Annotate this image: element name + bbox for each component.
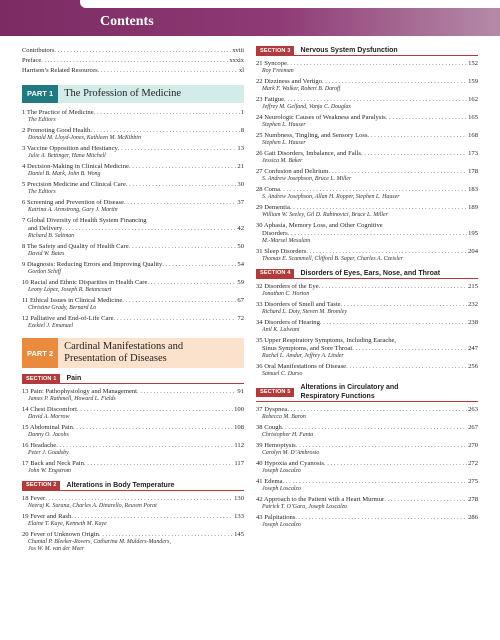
toc-entry[interactable] (22, 424, 244, 439)
page-number: 189 (468, 204, 478, 211)
chapter-authors: Rebecca M. Baron (262, 414, 306, 421)
leader-dots (287, 406, 467, 414)
page-number: 267 (468, 424, 478, 432)
leader-dots (324, 460, 467, 468)
chapter-authors: Leony López, Joseph R. Betancourt (28, 287, 112, 294)
chapter-title-line: 5 Precision Medicine and Clinical Care . . . 30 (22, 181, 244, 189)
chapter-authors: Stephen L. Hauser (262, 140, 306, 147)
page-number: 204 (468, 248, 478, 256)
chapter-title-line: 37 Dyspnea . . . 263 (256, 406, 478, 414)
page-number: 247 (468, 344, 478, 352)
front-matter-list (22, 46, 244, 77)
toc-entry[interactable] (256, 496, 478, 511)
toc-entry[interactable] (256, 150, 478, 165)
chapter-authors: Roy Freeman (262, 68, 294, 75)
leader-dots (99, 531, 233, 539)
leader-dots (124, 199, 236, 207)
leader-dots (94, 109, 240, 117)
chapter-title-line: 35 Upper Respiratory Symptoms, Including Earache, (256, 336, 397, 344)
chapter-title-line: 14 Chest Discomfort . . . 100 (22, 406, 244, 414)
toc-entry[interactable] (22, 261, 244, 276)
toc-entry[interactable] (256, 283, 478, 298)
leader-dots (295, 514, 467, 522)
leader-dots (280, 186, 467, 194)
chapter-authors: Christopher H. Fanta (262, 432, 314, 439)
part-title-line: Cardinal Manifestations and (64, 341, 184, 353)
chapter-authors: Christine Grady, Bernard Lo (28, 305, 97, 312)
leader-dots (384, 496, 467, 504)
section-title: Disorders of Eyes, Ears, Nose, and Throat (300, 269, 441, 277)
front-matter-item[interactable]: Harrison’s Related Resources . . . xl (22, 66, 244, 76)
page-number: 8 (240, 126, 244, 134)
page-number: 183 (468, 186, 478, 193)
chapter-title-line: 8 The Safety and Quality of Health Care . . . 50 (22, 243, 244, 251)
chapter-authors: William W. Seeley, Gil D. Rabinovici, Bruce L. Miller (262, 212, 388, 219)
section-4-header (256, 269, 478, 279)
chapter-authors: Richard L. Doty, Steven M. Bromley (262, 308, 347, 315)
toc-entry[interactable] (22, 315, 244, 330)
page-number: 165 (468, 114, 478, 121)
toc-entry[interactable] (22, 217, 244, 241)
chapter-authors: David W. Bates (28, 251, 65, 258)
page-number: 286 (468, 514, 478, 522)
chapter-title-line: 11 Ethical Issues in Clinical Medicine . . . 67 (22, 297, 244, 305)
chapter-title-line: 29 Dementia . . . 189 (256, 204, 478, 212)
chapter-title-line: 10 Racial and Ethnic Disparities in Health Care . . . 59 (22, 279, 244, 287)
toc-entry[interactable] (256, 186, 478, 201)
section-1-header (22, 374, 244, 384)
leader-dots (290, 204, 467, 212)
section-5-entries (256, 406, 478, 529)
page-number: 232 (468, 300, 478, 308)
part-2-header (22, 338, 244, 368)
chapter-title-line: 12 Palliative and End-of-Life Care . . . 72 (22, 315, 244, 323)
toc-entry[interactable] (256, 319, 478, 334)
chapter-authors: Rachel L. Amdur, Jeffrey A. Linder (262, 353, 344, 360)
part-1-entries (22, 109, 244, 331)
page-number: 173 (468, 150, 478, 157)
leader-dots (129, 243, 237, 251)
chapter-authors: Julie A. Bettinger, Hana Mitchell (28, 152, 106, 159)
leader-dots (73, 424, 233, 432)
page-number: 59 (237, 278, 244, 286)
section-title: Pain (66, 375, 82, 383)
chapter-title-line: 42 Approach to the Patient with a Heart Murmur . . . 278 (256, 496, 478, 504)
toc-entry[interactable] (22, 199, 244, 214)
chapter-authors: Peter J. Goadsby (28, 450, 69, 457)
leader-dots (45, 495, 233, 503)
chapter-title-line: 41 Edema . . . 275 (256, 478, 478, 486)
chapter-authors: Mark F. Walker, Robert B. Daroff (262, 86, 341, 93)
chapter-authors: James P. Rathmell, Howard L. Fields (28, 396, 116, 403)
toc-entry[interactable] (256, 514, 478, 529)
page-number: 117 (234, 460, 244, 468)
chapter-authors: David A. Morrow (28, 414, 70, 421)
chapter-title-line: 38 Cough . . . 267 (256, 424, 478, 432)
page-number: 72 (237, 314, 244, 322)
chapter-title-line: 33 Disorders of Smell and Taste . . . 232 (256, 301, 478, 309)
chapter-authors: Jeffrey M. Gelfand, Vanja C. Douglas (262, 104, 351, 111)
toc-entry[interactable] (22, 406, 244, 421)
page-number: 1 (240, 108, 244, 116)
chapter-authors: S. Andrew Josephson, Bruce L. Miller (262, 176, 352, 183)
leader-dots (283, 478, 468, 486)
chapter-title-line: 39 Hemoptysis . . . 270 (256, 442, 478, 450)
section-1-entries (22, 388, 244, 475)
chapter-title-line: 24 Neurologic Causes of Weakness and Paralysis . . . 165 (256, 114, 478, 122)
chapter-title-line: Disorders . . . 195 (256, 230, 478, 238)
front-matter-item[interactable]: Preface . . . xxxix (22, 56, 244, 66)
chapter-title-line: 36 Oral Manifestations of Disease . . . 256 (256, 363, 478, 371)
leader-dots (319, 283, 467, 291)
page-number: 54 (237, 260, 244, 268)
toc-entry[interactable] (256, 168, 478, 183)
leader-dots (322, 78, 467, 86)
page-number: 256 (468, 362, 478, 370)
page-number: 21 (237, 162, 244, 170)
toc-entry[interactable] (256, 301, 478, 316)
page-number: 178 (468, 168, 478, 175)
page-title: Contents (100, 14, 154, 29)
chapter-title-line: 26 Gait Disorders, Imbalance, and Falls . . . 173 (256, 150, 478, 158)
chapter-authors: Jonathan C. Horton (262, 290, 310, 297)
leader-dots (282, 424, 467, 432)
chapter-title-line: 2 Promoting Good Health . . . 8 (22, 127, 244, 135)
part-title-line: Presentation of Diseases (64, 353, 167, 365)
chapter-authors: Ezekiel J. Emanuel (28, 323, 73, 330)
leader-dots (328, 168, 467, 176)
toc-entry[interactable] (256, 96, 478, 111)
chapter-title-line: 7 Global Diversity of Health System Financing (22, 216, 147, 224)
chapter-authors: The Editors (28, 188, 56, 195)
toc-entry[interactable] (22, 388, 244, 403)
leader-dots (346, 363, 467, 371)
chapter-title-line: 34 Disorders of Hearing . . . 238 (256, 319, 478, 327)
section-label: SECTION 4 (256, 269, 294, 278)
chapter-authors: Gordon Schiff (28, 269, 61, 276)
page-number: 30 (237, 180, 244, 188)
page-number: 130 (234, 494, 244, 502)
toc-entry[interactable] (22, 513, 244, 528)
chapter-title-line: 32 Disorders of the Eye . . . 215 (256, 283, 478, 291)
leader-dots (341, 301, 468, 309)
chapter-title-line: 23 Fatigue . . . 162 (256, 96, 478, 104)
chapter-authors: Neeraj K. Surana, Charles A. Dinarello, Reuven Porat (28, 502, 157, 509)
section-3-entries (256, 60, 478, 264)
toc-entry[interactable] (22, 243, 244, 258)
toc-entry[interactable] (22, 127, 244, 142)
leader-dots (118, 145, 237, 153)
chapter-authors: Daniel B. Mark, John B. Wong (28, 170, 101, 177)
chapter-title-line: 1 The Practice of Medicine . . . 1 (22, 109, 244, 117)
toc-entry[interactable] (22, 279, 244, 294)
chapter-authors: Joseph Loscalzo (262, 486, 301, 493)
section-title-line: Alterations in Circulatory and (300, 384, 399, 392)
chapter-authors: Danny O. Jacobs (28, 432, 69, 439)
page-number: 13 (237, 144, 244, 152)
banner-notch (80, 0, 500, 8)
leader-dots (147, 279, 236, 287)
toc-entry[interactable] (22, 297, 244, 312)
page-number: 168 (468, 132, 478, 139)
part-title: The Profession of Medicine (58, 85, 244, 103)
toc-entry[interactable] (22, 531, 244, 554)
section-2-header (22, 481, 244, 491)
leader-dots (368, 132, 468, 140)
leader-dots (287, 60, 467, 68)
section-label: SECTION 2 (22, 481, 60, 490)
chapter-authors: Jos W. M. van der Meer (28, 546, 85, 553)
toc-entry[interactable] (22, 442, 244, 457)
leader-dots (90, 127, 239, 135)
toc-entry[interactable] (256, 222, 478, 246)
chapter-title-line: 27 Confusion and Delirium . . . 178 (256, 168, 478, 176)
page-number: 67 (237, 296, 244, 304)
chapter-title-line: 15 Abdominal Pain . . . 108 (22, 424, 244, 432)
leader-dots (162, 261, 236, 269)
chapter-authors: The Editors (28, 116, 56, 123)
chapter-title-line: 9 Diagnosis: Reducing Errors and Improving Quality . . . 54 (22, 261, 244, 269)
section-label: SECTION 3 (256, 46, 294, 55)
page-number: 162 (468, 96, 478, 103)
leader-dots (288, 230, 467, 238)
chapter-title-line: 43 Palpitations . . . 286 (256, 514, 478, 522)
leader-dots (84, 460, 233, 468)
chapter-title-line: 16 Headache . . . 112 (22, 442, 244, 450)
section-title: Alterations in Body Temperature (66, 481, 175, 489)
left-column (22, 46, 244, 556)
leader-dots (122, 297, 236, 305)
chapter-authors: S. Andrew Josephson, Allan H. Ropper, Stephen L. Hauser (262, 194, 400, 201)
chapter-title-line: 6 Screening and Prevention of Disease . . . 37 (22, 199, 244, 207)
leader-dots (320, 319, 467, 327)
page-number: 42 (237, 224, 244, 232)
page-number: 263 (468, 406, 478, 414)
toc-entry[interactable] (256, 204, 478, 219)
toc-entry[interactable] (256, 337, 478, 361)
chapter-title-line: 28 Coma . . . 183 (256, 186, 478, 194)
part-1-header (22, 85, 244, 103)
leader-dots (126, 181, 237, 189)
toc-entry[interactable] (22, 163, 244, 178)
page-number: 145 (234, 530, 244, 538)
part-label: PART 2 (22, 338, 58, 368)
chapter-authors: Joseph Loscalzo (262, 522, 301, 529)
section-5-header (256, 383, 478, 402)
toc-entry[interactable] (256, 248, 478, 263)
section-title: Nervous System Dysfunction (300, 47, 398, 54)
toc-entry[interactable] (256, 363, 478, 378)
front-matter-item[interactable]: Contributors . . . xviii (22, 46, 244, 56)
chapter-authors: Samuel C. Durso (262, 371, 303, 378)
page-number: 91 (237, 388, 244, 396)
chapter-authors: Joseph Loscalzo (262, 468, 301, 475)
toc-entry[interactable] (256, 478, 478, 493)
leader-dots (56, 442, 233, 450)
toc-entry[interactable] (256, 424, 478, 439)
section-title (294, 383, 398, 401)
section-2-entries (22, 495, 244, 554)
leader-dots (62, 225, 236, 233)
right-column (256, 46, 478, 532)
chapter-title-line: 21 Syncope . . . 152 (256, 60, 478, 68)
toc-entry[interactable] (22, 460, 244, 475)
chapter-title-line: 40 Hypoxia and Cyanosis . . . 272 (256, 460, 478, 468)
chapter-title-line: 25 Numbness, Tingling, and Sensory Loss . . . 168 (256, 132, 478, 140)
page-number: 100 (234, 406, 244, 414)
chapter-title-line: 4 Decision-Making in Clinical Medicine . . . 21 (22, 163, 244, 171)
chapter-title-line: 13 Pain: Pathophysiology and Management . . . 91 (22, 388, 244, 396)
page-number: 37 (237, 198, 244, 206)
chapter-title-line: 20 Fever of Unknown Origin . . . 145 (22, 531, 244, 539)
page-number: 133 (234, 512, 244, 520)
chapter-authors: Chantal P. Bleeker-Rovers, Catharina M. Mulders-Manders, (28, 538, 171, 545)
section-label: SECTION 1 (22, 374, 60, 383)
page-number: 152 (468, 60, 478, 67)
leader-dots (352, 345, 467, 353)
chapter-authors: John W. Engstrom (28, 468, 71, 475)
part-title (58, 338, 244, 368)
toc-entry[interactable] (256, 442, 478, 457)
page-number: 50 (237, 242, 244, 250)
contents-banner (0, 0, 500, 36)
page-number: 270 (468, 442, 478, 450)
chapter-authors: Carolyn M. D’Ambrosio (262, 450, 320, 457)
section-3-header (256, 46, 478, 56)
page-number: 159 (468, 78, 478, 85)
chapter-title-line: 3 Vaccine Opposition and Hesitancy . . . 13 (22, 145, 244, 153)
page-number: 108 (234, 424, 244, 432)
section-title-line: Respiratory Functions (300, 393, 375, 401)
part-label: PART 1 (22, 85, 58, 103)
chapter-title-line: 17 Back and Neck Pain . . . 117 (22, 460, 244, 468)
chapter-title-line: and Delivery . . . 42 (22, 225, 244, 233)
leader-dots (284, 96, 467, 104)
chapter-authors: Thomas E. Scammell, Clifford B. Saper, Charles A. Czeisler (262, 256, 403, 263)
chapter-title-line: 22 Dizziness and Vertigo . . . 159 (256, 78, 478, 86)
toc-entry[interactable] (256, 132, 478, 147)
leader-dots (71, 513, 233, 521)
section-label: SECTION 5 (256, 388, 294, 397)
page-number: 215 (468, 282, 478, 290)
chapter-authors: Stephen L. Hauser (262, 122, 306, 129)
page-number: 272 (468, 460, 478, 468)
page-number: 238 (468, 318, 478, 326)
toc-entry[interactable] (256, 60, 478, 75)
toc-entry[interactable] (22, 145, 244, 160)
chapter-authors: Jessica M. Baker (262, 158, 303, 165)
leader-dots (129, 163, 236, 171)
chapter-authors: Elaine T. Kaye, Kenneth M. Kaye (28, 520, 107, 527)
chapter-authors: Katrina A. Armstrong, Gary J. Martin (28, 206, 118, 213)
toc-entry[interactable] (256, 406, 478, 421)
chapter-title-line: 31 Sleep Disorders . . . 204 (256, 248, 478, 256)
toc-entry[interactable] (256, 78, 478, 93)
page-number: 195 (468, 230, 478, 238)
chapter-title-line: 30 Aphasia, Memory Loss, and Other Cognitive (256, 222, 383, 229)
leader-dots (137, 388, 236, 396)
section-4-entries (256, 283, 478, 379)
toc-entry[interactable] (256, 460, 478, 475)
chapter-authors: Patrick T. O’Gara, Joseph Loscalzo (262, 504, 347, 511)
toc-entry[interactable] (22, 495, 244, 510)
leader-dots (114, 315, 237, 323)
toc-entry[interactable] (256, 114, 478, 129)
leader-dots (296, 442, 467, 450)
chapter-title-line: 18 Fever . . . 130 (22, 495, 244, 503)
chapter-authors: Richard B. Saltman (28, 233, 75, 240)
chapter-authors: M.-Marsel Mesulam (262, 238, 311, 245)
chapter-title-line: 19 Fever and Rash . . . 133 (22, 513, 244, 521)
chapter-authors: Anil K. Lalwani (262, 326, 300, 333)
chapter-title-line: Sinus Symptoms, and Sore Throat . . . 247 (256, 345, 478, 353)
leader-dots (77, 406, 233, 414)
page-number: 275 (468, 478, 478, 486)
chapter-authors: Donald M. Lloyd-Jones, Kathleen M. McKibbin (28, 134, 141, 141)
toc-entry[interactable] (22, 181, 244, 196)
toc-entry[interactable] (22, 109, 244, 124)
page-number: 112 (234, 442, 244, 450)
leader-dots (361, 150, 467, 158)
leader-dots (386, 114, 467, 122)
page-number: 278 (468, 496, 478, 504)
